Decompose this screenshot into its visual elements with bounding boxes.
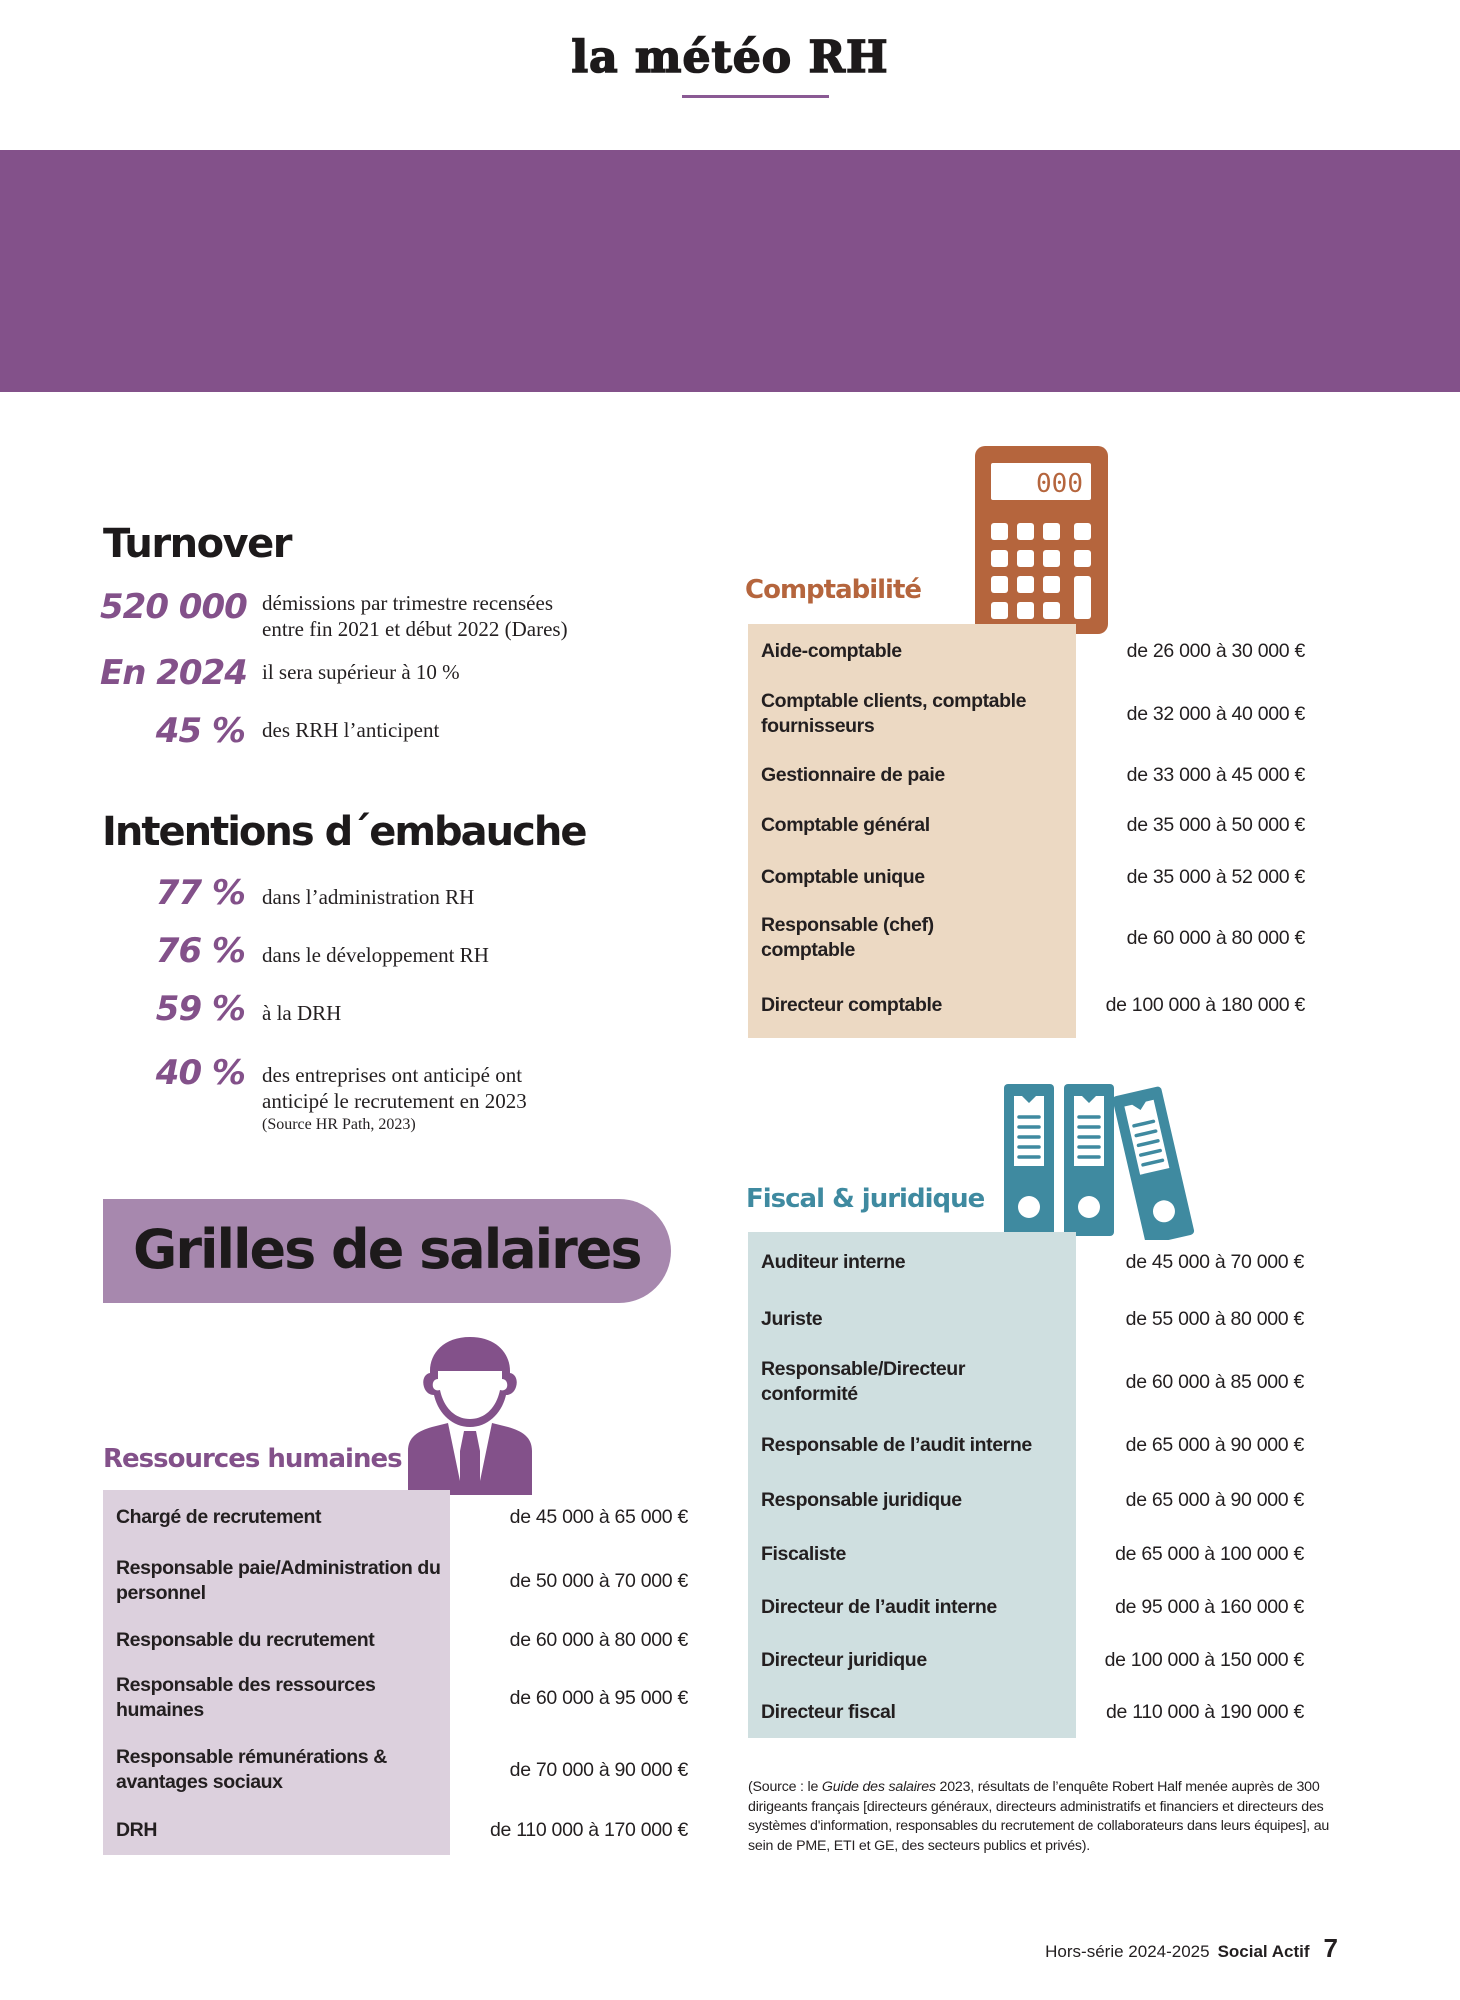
salary-range: de 50 000 à 70 000 € — [509, 1569, 688, 1592]
comptabilite-heading: Comptabilité — [745, 575, 922, 605]
stat-row — [100, 873, 660, 913]
stat-value: 59 % — [155, 989, 245, 1029]
job-title: Comptable clients, comptable fournisseurs — [761, 690, 1027, 737]
salary-range: de 55 000 à 80 000 € — [1125, 1307, 1304, 1330]
stat-description — [262, 717, 660, 743]
source-note-italic: Guide des salaires — [821, 1779, 936, 1795]
job-title: Directeur juridique — [761, 1648, 927, 1671]
stat-value: 520 000 — [100, 587, 247, 627]
source-note — [748, 1778, 1338, 1856]
table-row — [748, 1634, 1304, 1686]
job-title: Responsable de l’audit interne — [761, 1433, 1032, 1456]
salary-range: de 60 000 à 80 000 € — [1126, 926, 1305, 949]
salary-range: de 45 000 à 70 000 € — [1125, 1250, 1304, 1273]
calculator-display: 000 — [1036, 469, 1083, 499]
stat-description-line: dans l’administration RH — [262, 885, 475, 909]
stat-value: En 2024 — [100, 653, 247, 693]
salary-range: de 60 000 à 85 000 € — [1125, 1370, 1304, 1393]
stat-description — [262, 1062, 660, 1136]
job-title: Fiscaliste — [761, 1542, 846, 1565]
page-number: 7 — [1323, 1933, 1338, 1963]
stat-value: 40 % — [155, 1053, 245, 1093]
job-title: Directeur fiscal — [761, 1700, 896, 1723]
table-row — [748, 1418, 1304, 1472]
table-row — [103, 1806, 688, 1855]
job-title: Responsable/Directeur conformité — [761, 1358, 966, 1405]
stat-row — [100, 711, 660, 751]
job-title: Responsable des ressources humaines — [116, 1674, 376, 1721]
binders-icon — [1002, 1078, 1202, 1240]
job-title: Aide-comptable — [761, 639, 902, 662]
fiscal-salary-table — [748, 1232, 1304, 1738]
job-title: Gestionnaire de paie — [761, 763, 945, 786]
salary-range: de 65 000 à 90 000 € — [1125, 1488, 1304, 1511]
salary-range: de 26 000 à 30 000 € — [1126, 639, 1305, 662]
salary-range: de 60 000 à 80 000 € — [509, 1628, 688, 1651]
stat-value: 76 % — [155, 931, 245, 971]
table-row — [748, 750, 1305, 800]
stat-source: (Source HR Path, 2023) — [262, 1116, 416, 1133]
table-row — [748, 850, 1305, 904]
salary-range: de 65 000 à 100 000 € — [1115, 1542, 1304, 1565]
footer-issue: Hors-série 2024-2025 — [1045, 1942, 1210, 1961]
stat-value: 45 % — [155, 711, 245, 751]
salary-range: de 35 000 à 50 000 € — [1126, 813, 1305, 836]
calculator-icon — [975, 446, 1108, 634]
person-icon — [408, 1333, 532, 1495]
title-underline — [682, 95, 829, 98]
stat-description — [262, 1000, 660, 1026]
table-row — [748, 1686, 1304, 1738]
table-row — [748, 1528, 1304, 1580]
salary-range: de 32 000 à 40 000 € — [1126, 702, 1305, 725]
job-title: Directeur comptable — [761, 993, 942, 1016]
table-row — [748, 678, 1305, 750]
comptabilite-salary-table — [748, 624, 1305, 1038]
rh-heading: Ressources humaines — [103, 1444, 402, 1474]
table-row — [748, 972, 1305, 1038]
salary-range: de 65 000 à 90 000 € — [1125, 1433, 1304, 1456]
salary-range: de 110 000 à 170 000 € — [490, 1819, 688, 1841]
table-row — [103, 1662, 688, 1734]
table-row — [748, 1232, 1304, 1292]
fiscal-heading: Fiscal & juridique — [746, 1184, 985, 1214]
salary-range: de 33 000 à 45 000 € — [1126, 763, 1305, 786]
table-row — [748, 1472, 1304, 1528]
salary-range: de 110 000 à 190 000 € — [1106, 1700, 1304, 1723]
stat-description — [262, 884, 660, 910]
table-row — [748, 1346, 1304, 1418]
job-title: Responsable juridique — [761, 1488, 962, 1511]
job-title: DRH — [116, 1819, 158, 1841]
salary-range: de 100 000 à 150 000 € — [1104, 1648, 1304, 1671]
salary-range: de 60 000 à 95 000 € — [509, 1686, 688, 1709]
footer-brand: Social Actif — [1217, 1942, 1310, 1961]
stat-value: 77 % — [155, 873, 245, 913]
job-title: Auditeur interne — [761, 1250, 906, 1273]
table-row — [748, 624, 1305, 678]
stat-description-line: anticipé le recrutement en 2023 — [262, 1089, 527, 1113]
table-row — [103, 1734, 688, 1806]
stat-description — [262, 659, 660, 685]
table-row — [103, 1490, 688, 1544]
grilles-title: Grilles de salaires — [133, 1218, 641, 1281]
stat-description-line: des RRH l’anticipent — [262, 718, 440, 742]
job-title: Responsable du recrutement — [116, 1628, 375, 1651]
page-title: la météo RH — [571, 32, 889, 83]
salary-range: de 100 000 à 180 000 € — [1105, 993, 1305, 1016]
source-note-suffix: 2023, résultats de l’enquête Robert Half menée auprès de 300 dirigeants français [directeurs généraux, directeurs administratifs et financiers et directeurs des systèmes d'information, responsables du recrutement de collaborateurs dans leurs équipes], au sein de PME, ETI et GE, des secteurs publics et privés). — [748, 1779, 1330, 1854]
job-title: Responsable paie/Administration du personnel — [116, 1557, 441, 1604]
table-row — [748, 904, 1305, 972]
rh-salary-table — [103, 1490, 688, 1855]
job-title: Comptable général — [761, 813, 930, 836]
job-title: Juriste — [761, 1307, 823, 1330]
stat-description — [262, 942, 660, 968]
salary-range: de 95 000 à 160 000 € — [1115, 1595, 1304, 1618]
salary-range: de 35 000 à 52 000 € — [1126, 865, 1305, 888]
job-title: Responsable rémunérations & avantages sociaux — [116, 1746, 387, 1793]
stat-description-line: à la DRH — [262, 1001, 342, 1025]
job-title: Directeur de l’audit interne — [761, 1595, 997, 1618]
stat-row — [100, 1053, 660, 1136]
job-title: Comptable unique — [761, 865, 925, 888]
stat-description-line: dans le développement RH — [262, 943, 489, 967]
stat-description-line: il sera supérieur à 10 % — [262, 660, 460, 684]
intentions-heading: Intentions d´embauche — [102, 809, 586, 855]
salary-range: de 70 000 à 90 000 € — [509, 1758, 688, 1781]
source-note-prefix: (Source : le — [748, 1779, 822, 1795]
stat-row — [100, 931, 660, 971]
turnover-heading: Turnover — [103, 521, 291, 567]
table-row — [748, 1292, 1304, 1346]
table-row — [103, 1544, 688, 1618]
stat-description — [262, 590, 660, 642]
salary-range: de 45 000 à 65 000 € — [509, 1505, 688, 1528]
header-banner — [0, 150, 1460, 392]
page-footer — [1045, 1933, 1338, 1964]
stat-row — [100, 653, 660, 693]
table-row — [748, 1580, 1304, 1634]
stat-description-line: entre fin 2021 et début 2022 (Dares) — [262, 617, 568, 641]
job-title: Chargé de recrutement — [116, 1505, 322, 1528]
stat-description-line: des entreprises ont anticipé ont — [262, 1063, 523, 1087]
stat-row — [100, 989, 660, 1029]
grilles-banner — [103, 1199, 671, 1303]
stat-row — [100, 587, 660, 642]
table-row — [748, 800, 1305, 850]
stat-description-line: démissions par trimestre recensées — [262, 591, 553, 615]
job-title: Responsable (chef) comptable — [761, 914, 934, 961]
table-row — [103, 1618, 688, 1662]
